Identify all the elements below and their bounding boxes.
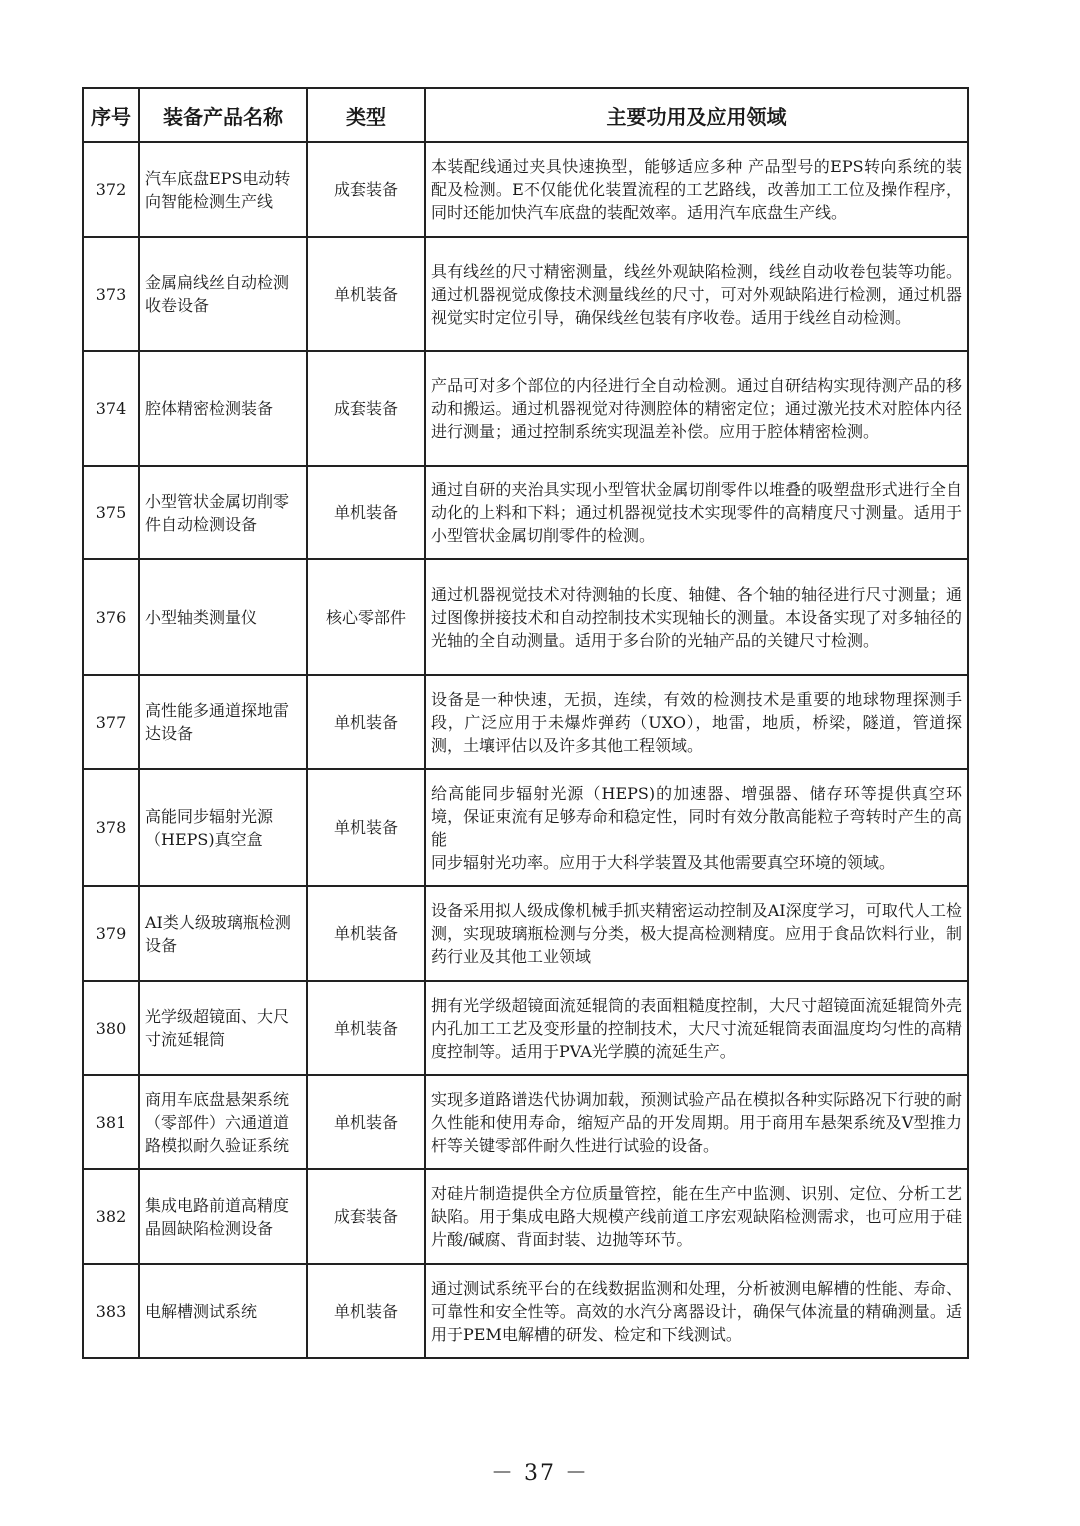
cell-description: 产品可对多个部位的内径进行全自动检测。通过自研结构实现待测产品的移动和搬运。通过机器视觉对待测腔体的精密定位；通过激光技术对腔体内径进行测量；通过控制系统实现温差补偿。应用于腔体精密检测。 bbox=[425, 351, 968, 466]
cell-type: 单机装备 bbox=[307, 981, 425, 1075]
table-row bbox=[83, 237, 968, 351]
cell-serial-number: 380 bbox=[83, 981, 139, 1075]
header-type: 类型 bbox=[307, 88, 425, 142]
cell-product-name: 小型管状金属切削零件自动检测设备 bbox=[139, 466, 307, 559]
cell-serial-number: 382 bbox=[83, 1169, 139, 1264]
header-serial-number: 序号 bbox=[83, 88, 139, 142]
cell-type: 单机装备 bbox=[307, 1264, 425, 1358]
cell-description: 本装配线通过夹具快速换型，能够适应多种 产品型号的EPS转向系统的装配及检测。E不仅能优化装置流程的工艺路线，改善加工工位及操作程序，同时还能加快汽车底盘的装配效率。适用汽车底盘生产线。 bbox=[425, 142, 968, 237]
cell-type: 单机装备 bbox=[307, 237, 425, 351]
cell-product-name: 金属扁线丝自动检测收卷设备 bbox=[139, 237, 307, 351]
cell-product-name: 小型轴类测量仪 bbox=[139, 559, 307, 675]
cell-description: 通过机器视觉技术对待测轴的长度、轴健、各个轴的轴径进行尺寸测量；通过图像拼接技术和自动控制技术实现轴长的测量。本设备实现了对多轴径的光轴的全自动测量。适用于多台阶的光轴产品的关键尺寸检测。 bbox=[425, 559, 968, 675]
cell-type: 成套装备 bbox=[307, 1169, 425, 1264]
cell-product-name: 腔体精密检测装备 bbox=[139, 351, 307, 466]
table-row bbox=[83, 1075, 968, 1169]
cell-type: 成套装备 bbox=[307, 351, 425, 466]
cell-type: 单机装备 bbox=[307, 675, 425, 769]
table-row bbox=[83, 1169, 968, 1264]
table-header-row bbox=[83, 88, 968, 142]
cell-type: 单机装备 bbox=[307, 769, 425, 886]
header-function-and-application: 主要功用及应用领域 bbox=[425, 88, 968, 142]
cell-serial-number: 372 bbox=[83, 142, 139, 237]
table-row bbox=[83, 142, 968, 237]
cell-description: 实现多道路谱迭代协调加载，预测试验产品在模拟各种实际路况下行驶的耐久性能和使用寿命，缩短产品的开发周期。用于商用车悬架系统及V型推力杆等关键零部件耐久性进行试验的设备。 bbox=[425, 1075, 968, 1169]
table-row bbox=[83, 675, 968, 769]
cell-product-name: 高能同步辐射光源（HEPS)真空盒 bbox=[139, 769, 307, 886]
cell-product-name: 集成电路前道高精度晶圆缺陷检测设备 bbox=[139, 1169, 307, 1264]
cell-product-name: 商用车底盘悬架系统（零部件）六通道道路模拟耐久验证系统 bbox=[139, 1075, 307, 1169]
cell-product-name: 光学级超镜面、大尺寸流延辊筒 bbox=[139, 981, 307, 1075]
cell-serial-number: 375 bbox=[83, 466, 139, 559]
cell-type: 核心零部件 bbox=[307, 559, 425, 675]
cell-type: 成套装备 bbox=[307, 142, 425, 237]
cell-serial-number: 381 bbox=[83, 1075, 139, 1169]
table-row bbox=[83, 559, 968, 675]
cell-type: 单机装备 bbox=[307, 886, 425, 981]
cell-serial-number: 376 bbox=[83, 559, 139, 675]
cell-description: 通过自研的夹治具实现小型管状金属切削零件以堆叠的吸塑盘形式进行全自动化的上料和下料；通过机器视觉技术实现零件的高精度尺寸测量。适用于小型管状金属切削零件的检测。 bbox=[425, 466, 968, 559]
cell-product-name: AI类人级玻璃瓶检测设备 bbox=[139, 886, 307, 981]
cell-serial-number: 379 bbox=[83, 886, 139, 981]
cell-serial-number: 373 bbox=[83, 237, 139, 351]
cell-product-name: 汽车底盘EPS电动转向智能检测生产线 bbox=[139, 142, 307, 237]
page-number: － 37 － bbox=[491, 1461, 589, 1486]
cell-description: 具有线丝的尺寸精密测量，线丝外观缺陷检测，线丝自动收卷包装等功能。通过机器视觉成像技术测量线丝的尺寸，可对外观缺陷进行检测，通过机器视觉实时定位引导，确保线丝包装有序收卷。适用于线丝自动检测。 bbox=[425, 237, 968, 351]
cell-serial-number: 377 bbox=[83, 675, 139, 769]
cell-description: 对硅片制造提供全方位质量管控，能在生产中监测、识别、定位、分析工艺缺陷。用于集成电路大规模产线前道工序宏观缺陷检测需求，也可应用于硅片酸/碱腐、背面封装、边抛等环节。 bbox=[425, 1169, 968, 1264]
cell-description: 给高能同步辐射光源（HEPS)的加速器、增强器、储存环等提供真空环境，保证束流有足够寿命和稳定性，同时有效分散高能粒子弯转时产生的高能 同步辐射光功率。应用于大科学装置及其他需要真空环境的领域。 bbox=[425, 769, 968, 886]
cell-description: 设备采用拟人级成像机械手抓夹精密运动控制及AI深度学习，可取代人工检测，实现玻璃瓶检测与分类，极大提高检测精度。应用于食品饮料行业，制药行业及其他工业领域 bbox=[425, 886, 968, 981]
equipment-table bbox=[82, 87, 969, 1359]
cell-serial-number: 378 bbox=[83, 769, 139, 886]
table-row bbox=[83, 1264, 968, 1358]
table-row bbox=[83, 351, 968, 466]
cell-serial-number: 383 bbox=[83, 1264, 139, 1358]
cell-description: 通过测试系统平台的在线数据监测和处理，分析被测电解槽的性能、寿命、可靠性和安全性等。高效的水汽分离器设计，确保气体流量的精确测量。适用于PEM电解槽的研发、检定和下线测试。 bbox=[425, 1264, 968, 1358]
table-row bbox=[83, 886, 968, 981]
cell-serial-number: 374 bbox=[83, 351, 139, 466]
cell-product-name: 电解槽测试系统 bbox=[139, 1264, 307, 1358]
cell-type: 单机装备 bbox=[307, 466, 425, 559]
cell-description: 设备是一种快速，无损，连续，有效的检测技术是重要的地球物理探测手段，广泛应用于未爆炸弹药（UXO），地雷，地质，桥梁，隧道，管道探测，土壤评估以及许多其他工程领域。 bbox=[425, 675, 968, 769]
cell-product-name: 高性能多通道探地雷达设备 bbox=[139, 675, 307, 769]
table-row bbox=[83, 981, 968, 1075]
cell-type: 单机装备 bbox=[307, 1075, 425, 1169]
table-row bbox=[83, 466, 968, 559]
cell-description: 拥有光学级超镜面流延辊筒的表面粗糙度控制，大尺寸超镜面流延辊筒外壳内孔加工工艺及变形量的控制技术，大尺寸流延辊筒表面温度均匀性的高精度控制等。适用于PVA光学膜的流延生产。 bbox=[425, 981, 968, 1075]
table-row bbox=[83, 769, 968, 886]
header-product-name: 装备产品名称 bbox=[139, 88, 307, 142]
